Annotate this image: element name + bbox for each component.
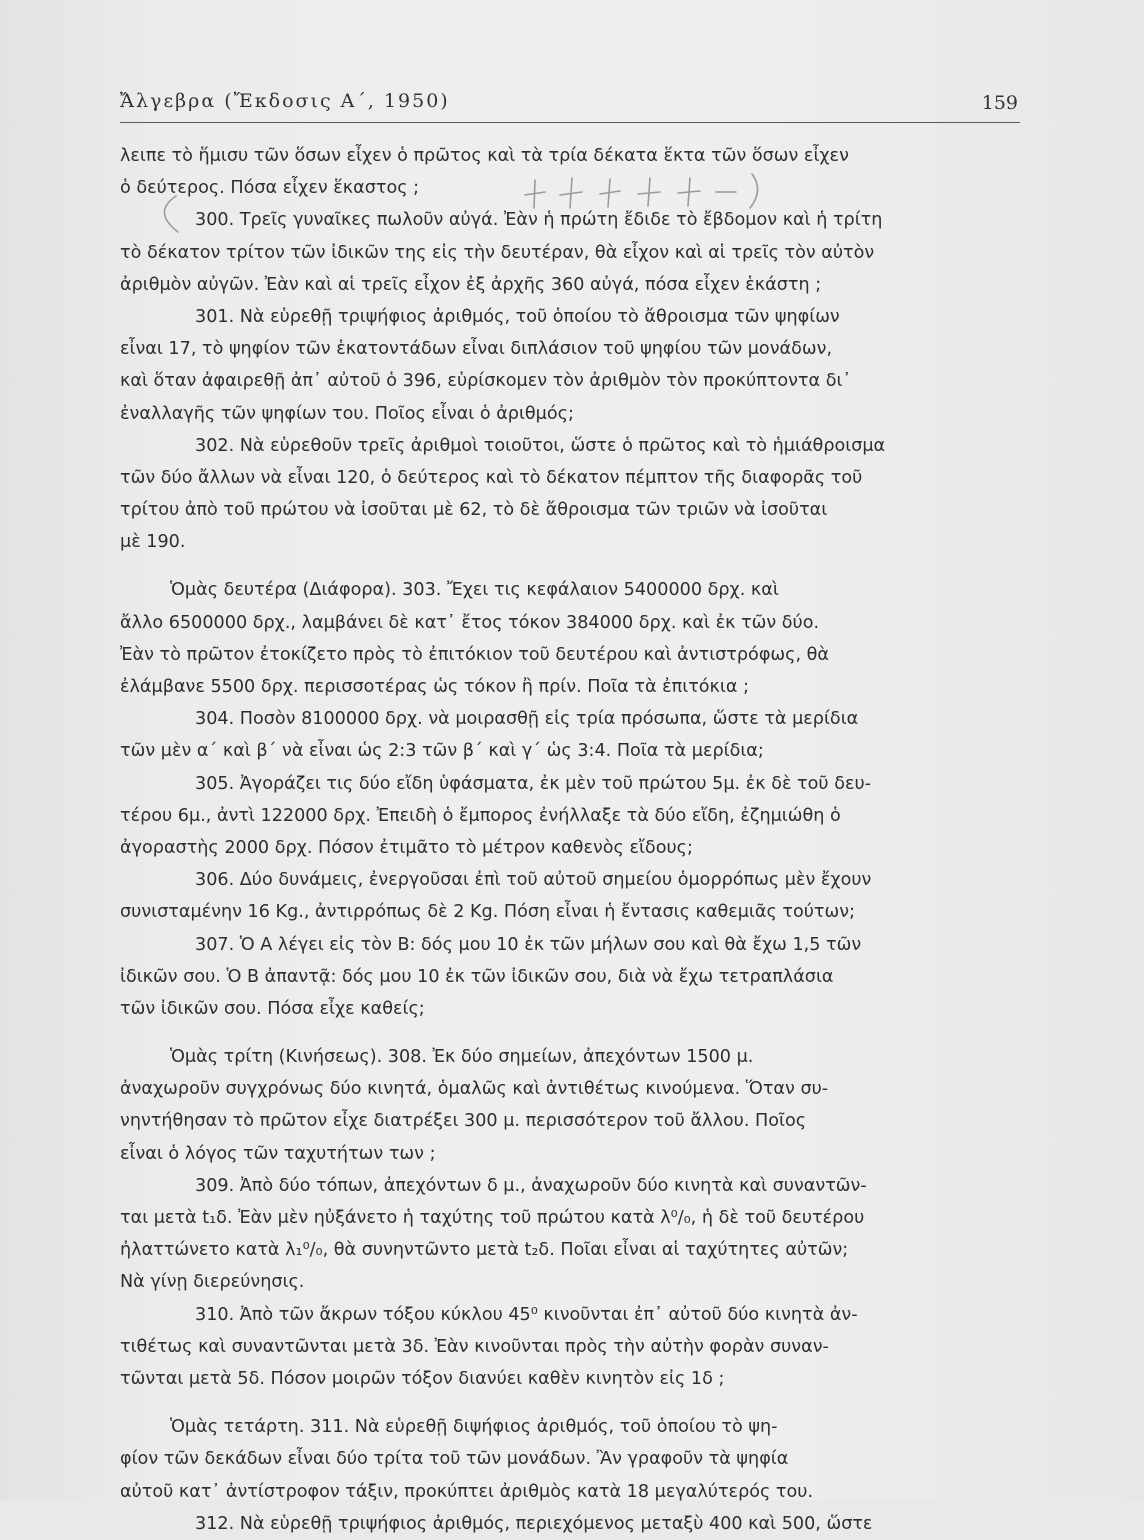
text-line: ἠλαττώνετο κατὰ λ₁⁰/₀, θὰ συνηντῶντο μετὰ t₂δ. Ποῖαι εἶναι αἱ ταχύτητες αὐτῶν; [120, 1240, 849, 1261]
text-line: ἐλάμβανε 5500 δρχ. περισσοτέρας ὡς τόκον ἢ πρίν. Ποῖα τὰ ἐπιτόκια ; [120, 677, 749, 697]
text-line: τρίτου ἀπὸ τοῦ πρώτου νὰ ἰσοῦται μὲ 62, τὸ δὲ ἄθροισμα τῶν τριῶν νὰ ἰσοῦται [120, 500, 828, 521]
problem-300: 300. Τρεῖς γυναῖκες πωλοῦν αὐγά. Ἐὰν ἡ πρώτη ἔδιδε τὸ ἔβδομον καὶ ἡ τρίτη [195, 210, 883, 231]
section-heading-group-3: Ὁμὰς τρίτη (Κινήσεως). 308. Ἐκ δύο σημείων, ἀπεχόντων 1500 μ. [170, 1047, 754, 1068]
problem-306: 306. Δύο δυνάμεις, ἐνεργοῦσαι ἐπὶ τοῦ αὐτοῦ σημείου ὁμορρόπως μὲν ἔχουν [195, 870, 872, 891]
text-line: ἐναλλαγῆς τῶν ψηφίων του. Ποῖος εἶναι ὁ ἀριθμός; [120, 403, 574, 424]
text-line: μὲ 190. [120, 532, 186, 553]
page-number: 159 [981, 92, 1018, 114]
text-line: τῶν μὲν α΄ καὶ β΄ νὰ εἶναι ὡς 2:3 τῶν β΄ καὶ γ΄ ὡς 3:4. Ποῖα τὰ μερίδια; [120, 741, 764, 762]
page-header [120, 88, 1020, 123]
text-line: συνισταμένην 16 Kg., ἀντιρρόπως δὲ 2 Kg. Πόση εἶναι ἡ ἔντασις καθεμιᾶς τούτων; [120, 902, 856, 923]
text-line: εἶναι 17, τὸ ψηφίον τῶν ἑκατοντάδων εἶναι διπλάσιον τοῦ ψηφίου τῶν μονάδων, [120, 339, 833, 360]
text-line: ὁ δεύτερος. Πόσα εἶχεν ἕκαστος ; [120, 178, 420, 199]
text-line: τῶν δύο ἄλλων νὰ εἶναι 120, ὁ δεύτερος καὶ τὸ δέκατον πέμπτον τῆς διαφορᾶς τοῦ [120, 467, 863, 488]
problem-309: 309. Ἀπὸ δύο τόπων, ἀπεχόντων δ μ., ἀναχωροῦν δύο κινητὰ καὶ συναντῶν- [195, 1175, 867, 1196]
text-line: τὸ δέκατον τρίτον τῶν ἰδικῶν της εἰς τὴν δευτέραν, θὰ εἶχον καὶ αἱ τρεῖς τὸν αὐτὸν [120, 242, 875, 263]
text-line: νηντήθησαν τὸ πρῶτον εἶχε διατρέξει 300 μ. περισσότερον τοῦ ἄλλου. Ποῖος [120, 1111, 807, 1132]
text-line: ἰδικῶν σου. Ὁ Β ἀπαντᾷ: δός μου 10 ἐκ τῶν ἰδικῶν σου, διὰ νὰ ἔχω τετραπλάσια [120, 966, 834, 987]
text-line: τῶν ἰδικῶν σου. Πόσα εἶχε καθείς; [120, 998, 425, 1019]
running-title: Ἄλγεβρα (Ἔκδοσις Α΄, 1950) [120, 90, 450, 112]
problem-304: 304. Ποσὸν 8100000 δρχ. νὰ μοιρασθῇ εἰς τρία πρόσωπα, ὥστε τὰ μερίδια [195, 709, 859, 730]
problem-301: 301. Νὰ εὑρεθῇ τριψήφιος ἀριθμός, τοῦ ὁποίου τὸ ἄθροισμα τῶν ψηφίων [195, 306, 840, 327]
section-heading-group-2: Ὁμὰς δευτέρα (Διάφορα). 303. Ἔχει τις κεφάλαιον 5400000 δρχ. καὶ [170, 580, 779, 601]
text-line: αὐτοῦ κατ᾽ ἀντίστροφον τάξιν, προκύπτει ἀριθμὸς κατὰ 18 μεγαλύτερός του. [120, 1481, 814, 1502]
body-text [120, 140, 1020, 1540]
text-line: φίον τῶν δεκάδων εἶναι δύο τρίτα τοῦ τῶν μονάδων. Ἂν γραφοῦν τὰ ψηφία [120, 1449, 789, 1470]
section-heading-group-4: Ὁμὰς τετάρτη. 311. Νὰ εὑρεθῇ διψήφιος ἀριθμός, τοῦ ὁποίου τὸ ψη- [170, 1417, 778, 1438]
text-line: λειπε τὸ ἥμισυ τῶν ὅσων εἶχεν ὁ πρῶτος καὶ τὰ τρία δέκατα ἕκτα τῶν ὅσων εἶχεν [120, 146, 849, 166]
text-line: ἄλλο 6500000 δρχ., λαμβάνει δὲ κατ᾽ ἔτος τόκον 384000 δρχ. καὶ ἐκ τῶν δύο. [120, 612, 820, 633]
problem-307: 307. Ὁ Α λέγει εἰς τὸν Β: δός μου 10 ἐκ τῶν μήλων σου καὶ θὰ ἔχω 1,5 τῶν [195, 934, 862, 955]
text-line: ται μετὰ t₁δ. Ἐὰν μὲν ηὐξάνετο ἡ ταχύτης τοῦ πρώτου κατὰ λ⁰/₀, ἡ δὲ τοῦ δευτέρου [120, 1208, 865, 1228]
text-line: τέρου 6μ., ἀντὶ 122000 δρχ. Ἐπειδὴ ὁ ἔμπορος ἐνήλλαξε τὰ δύο εἴδη, ἐζημιώθη ὁ [120, 805, 841, 826]
text-line: εἶναι ὁ λόγος τῶν ταχυτήτων των ; [120, 1143, 436, 1164]
text-line: ἀναχωροῦν συγχρόνως δύο κινητά, ὁμαλῶς καὶ ἀντιθέτως κινούμενα. Ὅταν συ- [120, 1079, 829, 1100]
text-line: ἀγοραστὴς 2000 δρχ. Πόσον ἐτιμᾶτο τὸ μέτρον καθενὸς εἴδους; [120, 837, 693, 858]
text-line: τιθέτως καὶ συναντῶνται μετὰ 3δ. Ἐὰν κινοῦνται πρὸς τὴν αὐτὴν φορὰν συναν- [120, 1336, 829, 1357]
text-line: Ἐὰν τὸ πρῶτον ἐτοκίζετο πρὸς τὸ ἐπιτόκιον τοῦ δευτέρου καὶ ἀντιστρόφως, θὰ [120, 644, 830, 665]
text-line: καὶ ὅταν ἀφαιρεθῇ ἀπ᾽ αὐτοῦ ὁ 396, εὑρίσκομεν τὸν ἀριθμὸν τὸν προκύπτοντα δι᾽ [120, 371, 852, 392]
problem-305: 305. Ἀγοράζει τις δύο εἴδη ὑφάσματα, ἐκ μὲν τοῦ πρώτου 5μ. ἐκ δὲ τοῦ δευ- [195, 773, 871, 794]
problem-312: 312. Νὰ εὑρεθῇ τριψήφιος ἀριθμός, περιεχόμενος μεταξὺ 400 καὶ 500, ὥστε [195, 1513, 873, 1534]
text-line: ἀριθμὸν αὐγῶν. Ἐὰν καὶ αἱ τρεῖς εἶχον ἐξ ἀρχῆς 360 αὐγά, πόσα εἶχεν ἑκάστη ; [120, 274, 822, 295]
problem-310: 310. Ἀπὸ τῶν ἄκρων τόξου κύκλου 45⁰ κινοῦνται ἐπ᾽ αὐτοῦ δύο κινητὰ ἀν- [195, 1304, 858, 1325]
text-line: Νὰ γίνῃ διερεύνησις. [120, 1272, 305, 1293]
text-line: τῶνται μετὰ 5δ. Πόσον μοιρῶν τόξον διανύει καθὲν κινητὸν εἰς 1δ ; [120, 1368, 725, 1389]
problem-302: 302. Νὰ εὑρεθοῦν τρεῖς ἀριθμοὶ τοιοῦτοι, ὥστε ὁ πρῶτος καὶ τὸ ἡμιάθροισμα [195, 435, 886, 456]
